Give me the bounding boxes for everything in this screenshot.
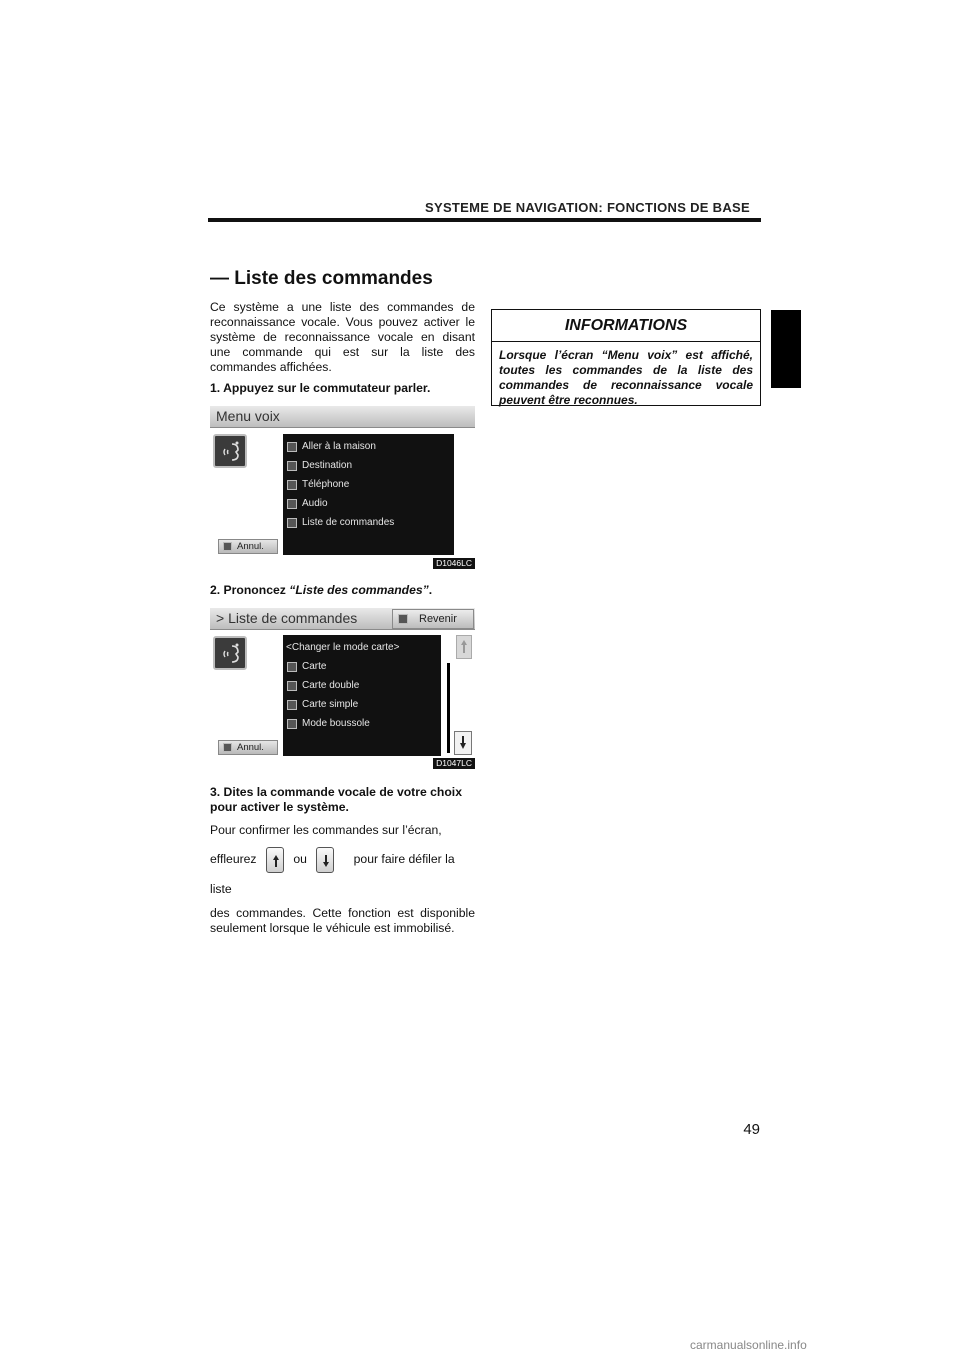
command-list-panel (283, 434, 454, 555)
figure-code: D1046LC (433, 558, 475, 569)
voice-command-icon (287, 480, 297, 490)
voice-command-icon (398, 614, 408, 624)
header-rule (208, 218, 761, 222)
arrow-up-icon (457, 636, 471, 658)
list-item[interactable]: Aller à la maison (287, 438, 376, 455)
list-item[interactable]: Mode boussole (287, 715, 370, 732)
cancel-button[interactable]: Annul. (218, 740, 278, 755)
scroll-up-icon (266, 847, 284, 873)
confirm-line-2: effleurez ou pour faire défiler la liste (210, 844, 475, 904)
left-column (210, 300, 475, 936)
chapter-tab (771, 310, 801, 388)
screen-liste-de-commandes (210, 608, 475, 768)
command-list-panel (283, 635, 441, 756)
talk-button[interactable] (213, 434, 247, 468)
list-item[interactable]: Destination (287, 457, 352, 474)
step-3: 3. Dites la commande vocale de votre choix pour activer le système. (210, 785, 462, 814)
arrow-down-icon (455, 732, 471, 754)
voice-command-icon (287, 499, 297, 509)
screen2-title-bar (210, 608, 475, 630)
intro-paragraph: Ce système a une liste des commandes de reconnaissance vocale. Vous pouvez activer le système de reconnaissance vocale en disant une commande qui est sur la liste des commandes affichées. (210, 300, 475, 374)
page-number: 49 (743, 1121, 760, 1138)
voice-command-icon (287, 719, 297, 729)
list-item[interactable]: Audio (287, 495, 328, 512)
information-text: Lorsque l’écran “Menu voix” est affiché, toutes les commandes de la liste des commandes de reconnaissance vocale peuvent être reconnues. (499, 348, 753, 407)
screen-menu-voix (210, 406, 475, 568)
watermark: carmanualsonline.info (690, 1338, 807, 1352)
list-item[interactable]: Téléphone (287, 476, 349, 493)
scroll-down-icon (316, 847, 334, 873)
screen2-title: > Liste de commandes (216, 610, 358, 626)
voice-icon (220, 642, 242, 666)
category-header: <Changer le mode carte> (286, 642, 400, 653)
cancel-button[interactable]: Annul. (218, 539, 278, 554)
voice-icon (220, 440, 242, 464)
screen1-title-bar (210, 406, 475, 428)
confirm-line-1: Pour confirmer les commandes sur l’écran, (210, 823, 442, 837)
scroll-down-button[interactable] (454, 731, 472, 755)
list-item[interactable]: Carte simple (287, 696, 358, 713)
information-box (491, 309, 761, 406)
voice-command-icon (287, 681, 297, 691)
list-item[interactable]: Carte (287, 658, 326, 675)
voice-command-icon (287, 461, 297, 471)
step-2: 2. Prononcez “Liste des commandes”. (210, 583, 433, 597)
voice-command-icon (287, 442, 297, 452)
talk-button[interactable] (213, 636, 247, 670)
list-item[interactable]: Liste de commandes (287, 514, 394, 531)
figure-code: D1047LC (433, 758, 475, 769)
voice-command-icon (287, 518, 297, 528)
confirm-line-3: des commandes. Cette fonction est disponible seulement lorsque le véhicule est immobilisé. (210, 906, 475, 935)
list-item[interactable]: Carte double (287, 677, 359, 694)
scroll-up-button[interactable] (456, 635, 472, 659)
voice-command-icon (223, 542, 232, 551)
step-1: 1. Appuyez sur le commutateur parler. (210, 381, 431, 395)
voice-command-icon (287, 700, 297, 710)
voice-command-icon (287, 662, 297, 672)
section-heading: — Liste des commandes (210, 268, 433, 289)
voice-command-icon (223, 743, 232, 752)
running-header: SYSTEME DE NAVIGATION: FONCTIONS DE BASE (425, 200, 750, 215)
information-title: INFORMATIONS (492, 310, 760, 342)
back-button[interactable]: Revenir (392, 609, 474, 629)
scrollbar[interactable] (447, 663, 450, 753)
screen1-title: Menu voix (216, 408, 280, 424)
